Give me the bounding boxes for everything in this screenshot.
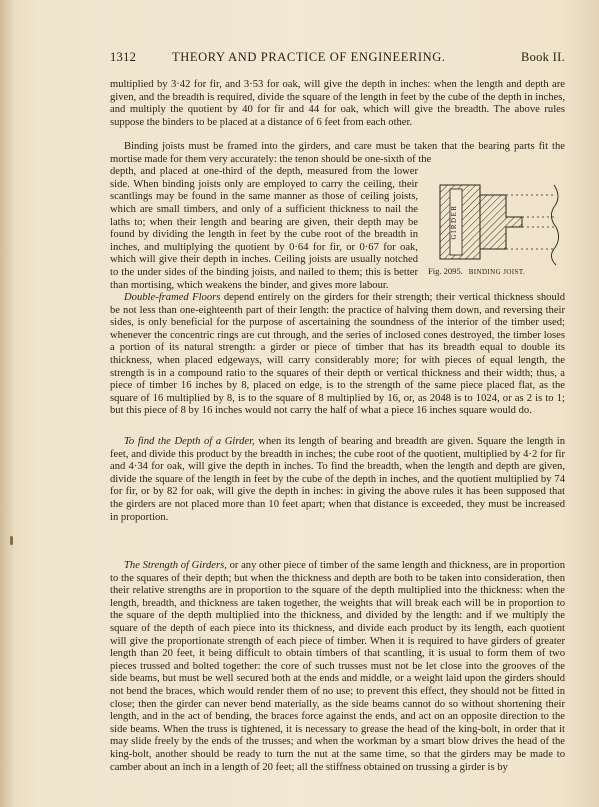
paragraph-2-narrow: depth, and placed at one-third of the depth, measured from the lower side. When binding joists only are employed to carry the ceiling, their scantlings may be found in the same manner as those of ceiling joists, which are small timbers, and only of a sufficient thickness to nail the laths to; when their length and bearing are given, their depth may be found by dividing the length in feet by the cube root of the breadth in inches, and multiplying the quotient by 0·64 for fir, or 0·67 for oak, which will give their depth in inches. Ceiling joists are usually notched to the under sides of the binding joists, and nailed to them; this is better than mortising, which weakens the binder, and gives more labour. xyxy=(110,166,418,291)
margin-mark xyxy=(10,536,13,545)
heading-strength-of-girders: The Strength of Girders, xyxy=(124,560,227,571)
paragraph-4-body: when its length of bearing and breadth are given. Square the length in feet, and divide this product by the breadth in inches; the cube root of the quotient, multiplied by 4·2 for fir and 4·34 for oak, will give the depth in inches. To find the breadth, when the length and depth are given, divide the square of the length in feet by the cube of the depth in inches, and the quotient multiplied by 74 for fir, or by 82 for oak, will give the depth in inches: in giving the above rules it has been supposed that the girders are not placed more than 10 feet apart; when that distance is exceeded, they must be increased in proportion. xyxy=(110,436,565,523)
running-header xyxy=(110,50,565,70)
joist-tenon xyxy=(480,195,522,249)
book-spine-shadow xyxy=(0,0,14,807)
figure-number: Fig. 2095. xyxy=(428,266,463,276)
paragraph-rules-continued xyxy=(110,79,565,129)
page-number: 1312 xyxy=(110,50,137,64)
book-number: Book II. xyxy=(520,50,565,64)
paragraph-3 xyxy=(110,292,565,418)
girder-label: GIRDER xyxy=(450,204,458,240)
paragraph-depth-of-girder xyxy=(110,436,565,524)
heading-double-framed-floors: Double-framed Floors xyxy=(124,292,221,303)
paragraph-5-body: or any other piece of timber of the same length and thickness, are in proportion to the squares of their depth; but when the thickness and depth are both to be taken into consideration, then their relative strengths are in proportion to the square of the depth multiplied into the thickness: when the length, breadth, and thickness are taken together, the weights that will break each will be in proportion to the square of the depth multiplied into the thickness, and divided by the length: and if we multiply the square of the depth of each piece into its thickness, and divide each product by its length, each quotient will give the proportionate strength of each piece of timber. When it is required to have girders of greater length than 20 feet, it being difficult to obtain timbers of that scantling, it is usual to form them of two pieces trussed and bolted together: the core of such trusses must not be let close into the grooves of the side beams, but must be well secured both at the ends and middle, or a weight laid upon the girders should not bend the braces, which would render them of no use; to prevent this effect, they should not be fitted in close; then the girder can never bend materially, as the side beams cannot do so without shortening their length, and in the act of bending, the braces force against the ends, and act on an opposite direction to the side beams. When the truss is tightened, it is necessary to grease the head of the king-bolt, in order that it may slide freely by the ends of the trusses; and when the workman by a smart blow drives the head of the king-bolt, another should be ready to turn the nut at the same time, so that the girders may be made to camber about an inch in a length of 20 feet; all the stiffness obtained on trussing a girder is by xyxy=(110,560,565,773)
break-line xyxy=(551,185,558,265)
paragraph-2-full: Binding joists must be framed into the girders, and care must be taken that the bearing parts fit the mortise made for them very accurately: the tenon should be one-sixth of the xyxy=(110,141,565,165)
paragraph-1: multiplied by 3·42 for fir, and 3·53 for oak, will give the depth in inches: when the length and depth are given, and the breadth is required, divide the square of the length in feet by the cube of the depth in inches, and multiply the quotient by 40 for fir and 44 for oak, which will give the breadth. The above rules suppose the binders to be placed at a distance of 6 feet from each other. xyxy=(110,79,565,128)
heading-depth-of-girder: To find the Depth of a Girder, xyxy=(124,436,255,447)
paragraph-5 xyxy=(110,560,565,774)
paragraph-3-body: depend entirely on the girders for their strength; their vertical thickness should be not less than one-eighteenth part of their length: the practice of halving them down, and reversing their sides, is only beneficial for the purpose of ascertaining the soundness of the interior of the timber used; whenever the concentric rings are cut through, and the series of inclosed cones destroyed, the timber loses a portion of its natural strength: a girder or piece of timber that has its breadth equal to double its thickness, when placed edgeways, will carry considerably more; for with pieces of equal length, the strength is in a compound ratio to the squares of their depth or vertical thickness and their width; thus, a piece of timber 16 inches by 8, placed on edge, is to the strength of the same piece placed flat, as the square of 16 multiplied by 8, is to the square of 8 multiplied by 16, or, as 2048 is to 1024, or as 2 is to 1; but this piece of 8 by 16 inches would not carry the half of what a piece 16 inches square would do. xyxy=(110,292,565,417)
paragraph-double-framed-floors xyxy=(110,292,565,418)
running-title: THEORY AND PRACTICE OF ENGINEERING. xyxy=(172,50,446,64)
figure-caption xyxy=(428,266,525,276)
paragraph-4 xyxy=(110,436,565,524)
binding-joist-diagram xyxy=(436,175,566,275)
figure-title: BINDING JOIST. xyxy=(468,268,526,276)
paragraph-strength-of-girders xyxy=(110,560,565,774)
